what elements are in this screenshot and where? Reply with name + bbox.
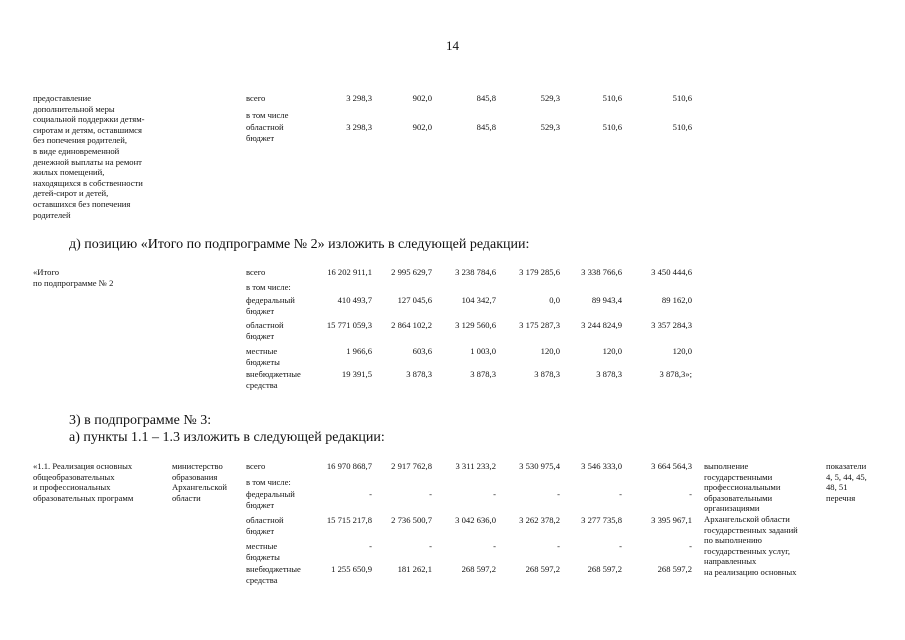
block3-value-cell: 16 970 868,7 [326, 461, 372, 471]
block3-value-cell: 3 664 564,3 [651, 461, 692, 471]
block2-value-cell: 3 878,3 [596, 369, 622, 379]
block2-value-cell: 3 450 444,6 [651, 267, 692, 277]
block3-value-cell: - [429, 489, 432, 499]
block3-value-cell: 2 736 500,7 [391, 515, 432, 525]
block3-value-cell: - [619, 541, 622, 551]
block3-value-cell: 3 311 233,2 [455, 461, 496, 471]
block1-description: предоставление дополнительной меры социальной поддержки детям- сиротам и детям, оставшимся без попечения родителей, в виде единовременной денежной выплаты на ремонт жилых помещений, находящихся в собственности детей-сирот и детей, оставшихся без попечения родителей [33, 93, 145, 220]
block1-value-cell: 510,6 [602, 93, 622, 103]
block2-value-cell: 3 878,3 [406, 369, 432, 379]
heading-3: 3) в подпрограмме № 3: [69, 413, 212, 428]
block1-value-cell: 845,8 [476, 122, 496, 132]
block1-value-cell: 3 298,3 [346, 122, 372, 132]
block3-row-label: местные бюджеты [246, 541, 280, 562]
block2-row-label: федеральный бюджет [246, 295, 295, 316]
block2-value-cell: 120,0 [602, 346, 622, 356]
block2-value-cell: 127 045,6 [397, 295, 432, 305]
block2-row-label: всего [246, 267, 266, 277]
block2-value-cell: 3 175 287,3 [519, 320, 560, 330]
block3-result: выполнение государственными профессиональными образовательными организациями Архангельской области государственных заданий по выполнению государственных услуг, направленных на реализацию основных [704, 461, 798, 577]
block2-value-cell: 410 493,7 [337, 295, 372, 305]
block2-description: «Итого по подпрограмме № 2 [33, 267, 114, 288]
heading-d: д) позицию «Итого по подпрограмме № 2» изложить в следующей редакции: [69, 237, 530, 252]
block3-value-cell: - [557, 489, 560, 499]
block3-row-label: в том числе: [246, 477, 291, 487]
block2-row-label: областной бюджет [246, 320, 284, 341]
block2-value-cell: 120,0 [540, 346, 560, 356]
block3-value-cell: 3 395 967,1 [651, 515, 692, 525]
block1-value-cell: 529,3 [540, 122, 560, 132]
block3-row-label: внебюджетные средства [246, 564, 301, 585]
block2-value-cell: 89 162,0 [661, 295, 692, 305]
block2-value-cell: 16 202 911,1 [327, 267, 372, 277]
block1-value-cell: 845,8 [476, 93, 496, 103]
page-number: 14 [446, 38, 459, 53]
heading-a: а) пункты 1.1 – 1.3 изложить в следующей редакции: [69, 430, 385, 445]
block2-value-cell: 1 966,6 [346, 346, 372, 356]
block2-value-cell: 104 342,7 [461, 295, 496, 305]
block2-value-cell: 3 238 784,6 [455, 267, 496, 277]
block1-value-cell: 510,6 [672, 122, 692, 132]
block2-value-cell: 603,6 [412, 346, 432, 356]
block2-value-cell: 3 878,3 [470, 369, 496, 379]
block2-value-cell: 3 878,3 [534, 369, 560, 379]
block2-value-cell: 15 771 059,3 [326, 320, 372, 330]
block3-value-cell: 1 255 650,9 [331, 564, 372, 574]
block3-row-label: областной бюджет [246, 515, 284, 536]
block2-value-cell: 3 878,3»; [659, 369, 692, 379]
block1-value-cell: 510,6 [672, 93, 692, 103]
block2-value-cell: 3 179 285,6 [519, 267, 560, 277]
block1-value-cell: 529,3 [540, 93, 560, 103]
block2-value-cell: 120,0 [672, 346, 692, 356]
block1-row-label: всего [246, 93, 266, 103]
block3-row-label: всего [246, 461, 266, 471]
block3-value-cell: - [429, 541, 432, 551]
block3-row-label: федеральный бюджет [246, 489, 295, 510]
block3-value-cell: - [369, 489, 372, 499]
block3-value-cell: 268 597,2 [525, 564, 560, 574]
block1-row-label: областной бюджет [246, 122, 284, 143]
block3-description: «1.1. Реализация основных общеобразовательных и профессиональных образовательных программ [33, 461, 134, 503]
block2-row-label: в том числе: [246, 282, 291, 292]
block3-value-cell: 3 546 333,0 [581, 461, 622, 471]
block1-value-cell: 3 298,3 [346, 93, 372, 103]
block3-value-cell: 3 262 378,2 [519, 515, 560, 525]
block3-value-cell: 268 597,2 [657, 564, 692, 574]
block2-row-label: местные бюджеты [246, 346, 280, 367]
block3-value-cell: - [493, 541, 496, 551]
block3-value-cell: - [557, 541, 560, 551]
block3-value-cell: - [689, 489, 692, 499]
block3-value-cell: 2 917 762,8 [391, 461, 432, 471]
block3-value-cell: 268 597,2 [587, 564, 622, 574]
block3-value-cell: 3 530 975,4 [519, 461, 560, 471]
block2-row-label: внебюджетные средства [246, 369, 301, 390]
block3-value-cell: - [619, 489, 622, 499]
block2-value-cell: 3 338 766,6 [581, 267, 622, 277]
block3-value-cell: 268 597,2 [461, 564, 496, 574]
block3-value-cell: - [493, 489, 496, 499]
block1-value-cell: 902,0 [412, 122, 432, 132]
block1-value-cell: 510,6 [602, 122, 622, 132]
block3-indicators: показатели 4, 5, 44, 45, 48, 51 перечня [826, 461, 867, 503]
block2-value-cell: 89 943,4 [591, 295, 622, 305]
block1-row-label: в том числе [246, 110, 289, 120]
block3-executor: министерство образования Архангельской области [172, 461, 227, 503]
block2-value-cell: 2 995 629,7 [391, 267, 432, 277]
block3-value-cell: 181 262,1 [397, 564, 432, 574]
block2-value-cell: 2 864 102,2 [391, 320, 432, 330]
block1-value-cell: 902,0 [412, 93, 432, 103]
block3-value-cell: - [689, 541, 692, 551]
block3-value-cell: 3 042 636,0 [455, 515, 496, 525]
block2-value-cell: 3 129 560,6 [455, 320, 496, 330]
block2-value-cell: 19 391,5 [341, 369, 372, 379]
block2-value-cell: 3 244 824,9 [581, 320, 622, 330]
block2-value-cell: 0,0 [549, 295, 560, 305]
block3-value-cell: 3 277 735,8 [581, 515, 622, 525]
block2-value-cell: 3 357 284,3 [651, 320, 692, 330]
block3-value-cell: 15 715 217,8 [326, 515, 372, 525]
block3-value-cell: - [369, 541, 372, 551]
block2-value-cell: 1 003,0 [470, 346, 496, 356]
